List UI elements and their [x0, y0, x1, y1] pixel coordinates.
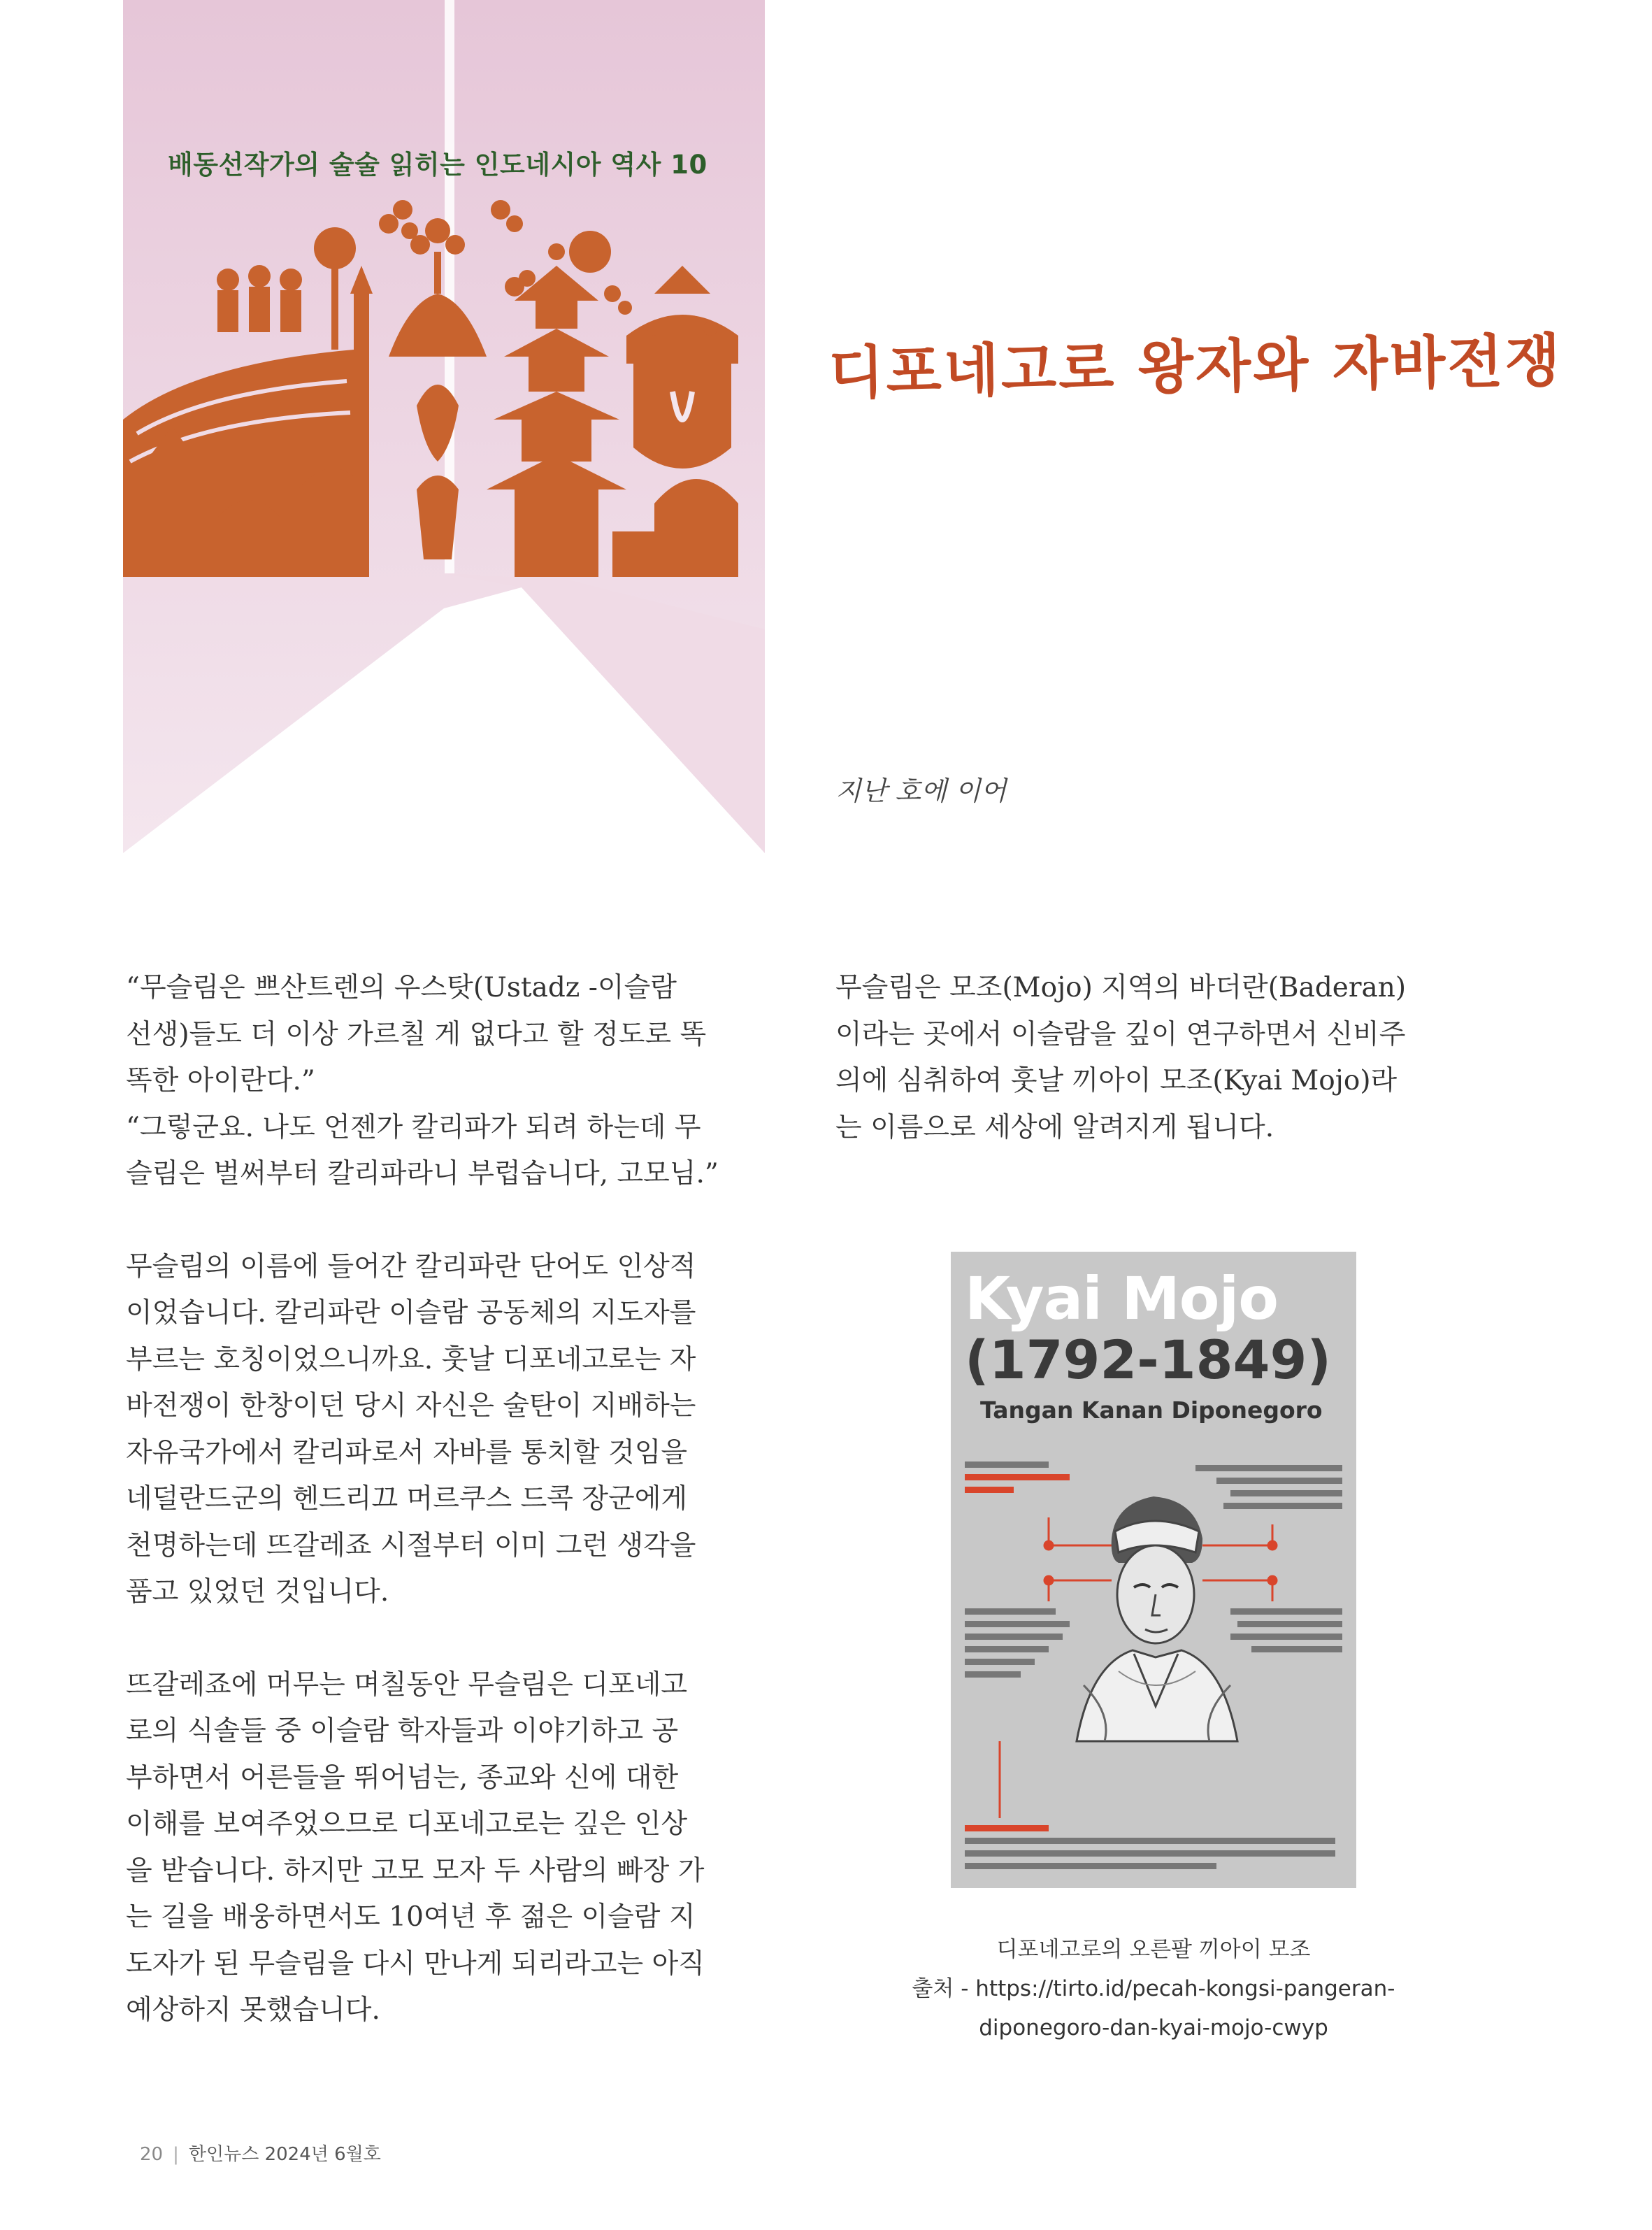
- left-column: [126, 965, 769, 2034]
- text-line: “그렇군요. 나도 언젠가 칼리파가 되려 하는데 무: [126, 1111, 701, 1143]
- text-line: 도자가 된 무슬림을 다시 만나게 되리라고는 아직: [126, 1947, 705, 1980]
- caption-source-link[interactable]: diponegoro-dan-kyai-mojo-cwyp: [979, 2015, 1328, 2040]
- text-line: 바전쟁이 한창이던 당시 자신은 술탄이 지배하는: [126, 1390, 696, 1422]
- text-line: 예상하지 못했습니다.: [126, 1994, 380, 2026]
- poster-title: Kyai Mojo: [965, 1264, 1278, 1333]
- text-line: 뜨갈레죠에 머무는 며칠동안 무슬림은 디포네고: [126, 1668, 688, 1701]
- kyai-mojo-poster: [951, 1252, 1356, 1888]
- caption-source-link[interactable]: 출처 - https://tirto.id/pecah-kongsi-pangeran-: [912, 1976, 1395, 2001]
- text-line: 부르는 호칭이었으니까요. 훗날 디포네고로는 자: [126, 1343, 696, 1375]
- text-line: 똑한 아이란다.”: [126, 1065, 315, 1096]
- caption-line: 디포네고로의 오른팔 끼아이 모조: [996, 1937, 1311, 1962]
- footer-separator: |: [173, 2144, 179, 2165]
- text-line: 이라는 곳에서 이슬람을 깊이 연구하면서 신비주: [835, 1018, 1406, 1050]
- right-column: [835, 965, 1479, 1151]
- text-line: 로의 식솔들 중 이슬람 학자들과 이야기하고 공: [126, 1715, 679, 1747]
- text-line: 는 이름으로 세상에 알려지게 됩니다.: [835, 1111, 1274, 1143]
- text-line: 품고 있었던 것입니다.: [126, 1576, 389, 1608]
- portrait-illustration: [951, 1252, 1356, 1888]
- text-line: 을 받습니다. 하지만 고모 모자 두 사람의 빠장 가: [126, 1854, 705, 1887]
- text-line: 이었습니다. 칼리파란 이슬람 공동체의 지도자를: [126, 1297, 696, 1329]
- text-line: 네덜란드군의 헨드리끄 머르쿠스 드콕 장군에게: [126, 1483, 688, 1515]
- header-banner: [123, 0, 765, 853]
- text-line: 의에 심취하여 훗날 끼아이 모조(Kyai Mojo)라: [835, 1065, 1398, 1096]
- text-line: 부하면서 어른들을 뛰어넘는, 종교와 신에 대한: [126, 1761, 679, 1794]
- image-caption: [818, 1930, 1489, 2047]
- text-line: 무슬림은 모조(Mojo) 지역의 바더란(Baderan): [835, 972, 1407, 1003]
- poster-years: (1792-1849): [965, 1329, 1332, 1391]
- text-line: 무슬림의 이름에 들어간 칼리파란 단어도 인상적: [126, 1250, 696, 1282]
- page-footer: [140, 2140, 381, 2166]
- text-line: “무슬림은 쁘산트렌의 우스탓(Ustadz -이슬람: [126, 972, 677, 1003]
- text-line: 자유국가에서 칼리파로서 자바를 통치할 것임을: [126, 1436, 688, 1468]
- text-line: 이해를 보여주었으므로 디포네고로는 깊은 인상: [126, 1808, 688, 1840]
- text-line: 선생)들도 더 이상 가르칠 게 없다고 할 정도로 똑: [126, 1018, 707, 1050]
- continued-note: 지난 호에 이어: [835, 776, 1007, 806]
- page-number: 20: [140, 2144, 164, 2165]
- article-title: 디포네고로 왕자와 자바전쟁: [828, 327, 1563, 408]
- text-line: 슬림은 벌써부터 칼리파라니 부럽습니다, 고모님.”: [126, 1158, 719, 1189]
- text-line: 천명하는데 뜨갈레죠 시절부터 이미 그런 생각을: [126, 1529, 696, 1561]
- text-line: 는 길을 배웅하면서도 10여년 후 젊은 이슬람 지: [126, 1901, 696, 1933]
- publication-name: 한인뉴스 2024년 6월호: [188, 2144, 381, 2165]
- series-title: 배동선작가의 술술 읽히는 인도네시아 역사 10: [168, 150, 708, 180]
- poster-subtitle: Tangan Kanan Diponegoro: [980, 1396, 1323, 1424]
